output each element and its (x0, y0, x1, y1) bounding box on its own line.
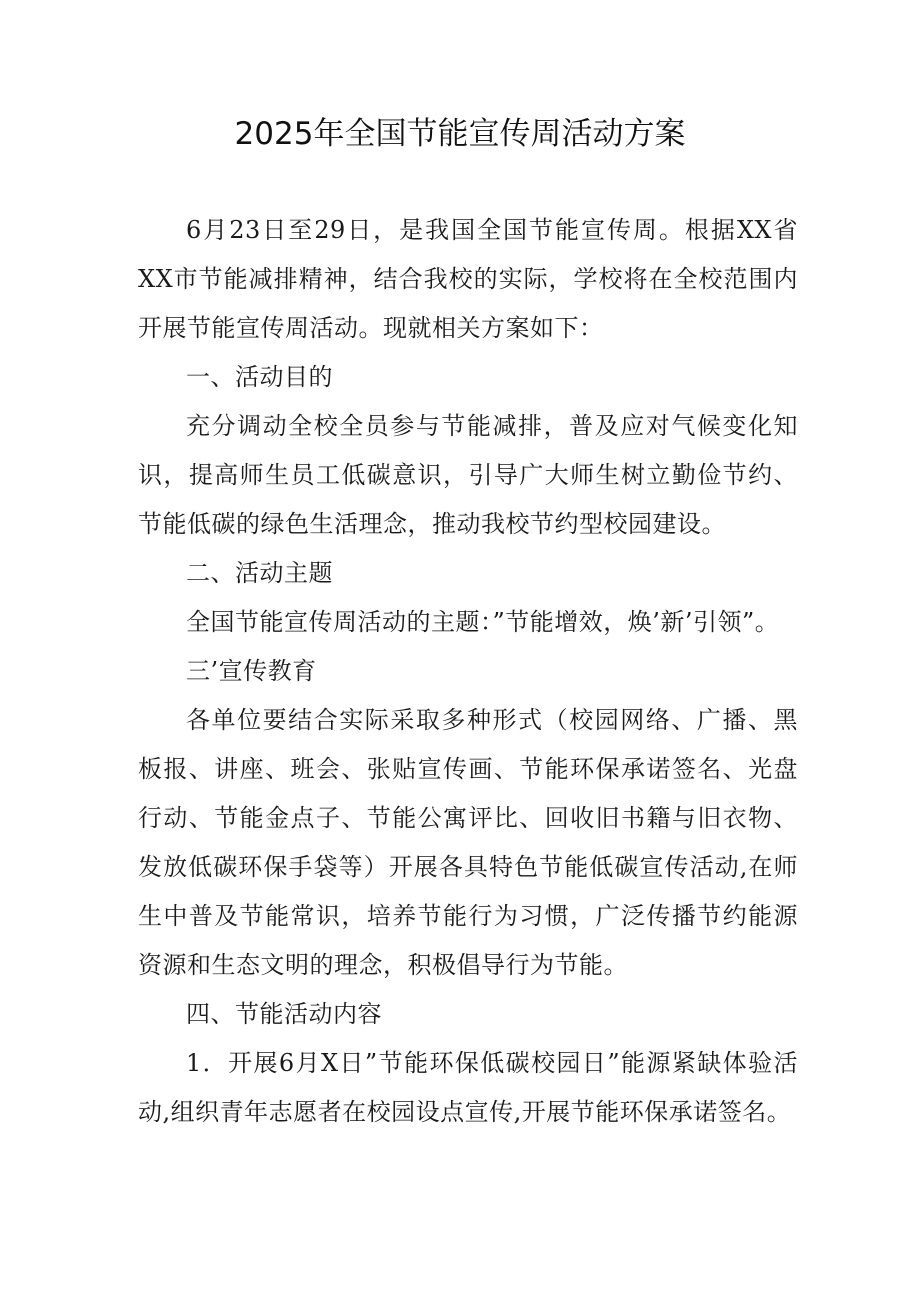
purpose-paragraph: 充分调动全校全员参与节能减排，普及应对气候变化知识，提高师生员工低碳意识，引导广大师生树立勤俭节约、节能低碳的绿色生活理念，推动我校节约型校园建设。 (138, 412, 798, 538)
intro-paragraph: 6月23日至29日，是我国全国节能宣传周。根据XX省XX市节能减排精神，结合我校的实际，学校将在全校范围内开展节能宣传周活动。现就相关方案如下： (138, 216, 798, 342)
section-heading-activities: 四、节能活动内容 (186, 1000, 382, 1028)
section-heading-theme: 二、活动主题 (186, 559, 333, 587)
document-body (138, 206, 798, 1137)
activity-item-1: 1．开展6月X日”节能环保低碳校园日”能源紧缺体验活动,组织青年志愿者在校园设点宣传,开展节能环保承诺签名。 (138, 1049, 798, 1126)
section-heading-purpose: 一、活动目的 (186, 363, 333, 391)
document-title: 2025年全国节能宣传周活动方案 (234, 116, 686, 152)
section-heading-education: 三’宣传教育 (186, 657, 317, 685)
theme-paragraph: 全国节能宣传周活动的主题：”节能增效，焕’新’引领”。 (186, 608, 780, 636)
education-paragraph: 各单位要结合实际采取多种形式（校园网络、广播、黑板报、讲座、班会、张贴宣传画、节能环保承诺签名、光盘行动、节能金点子、节能公寓评比、回收旧书籍与旧衣物、发放低碳环保手袋等）开展各具特色节能低碳宣传活动,在师生中普及节能常识，培养节能行为习惯，广泛传播节约能源资源和生态文明的理念，积极倡导行为节能。 (138, 706, 798, 979)
